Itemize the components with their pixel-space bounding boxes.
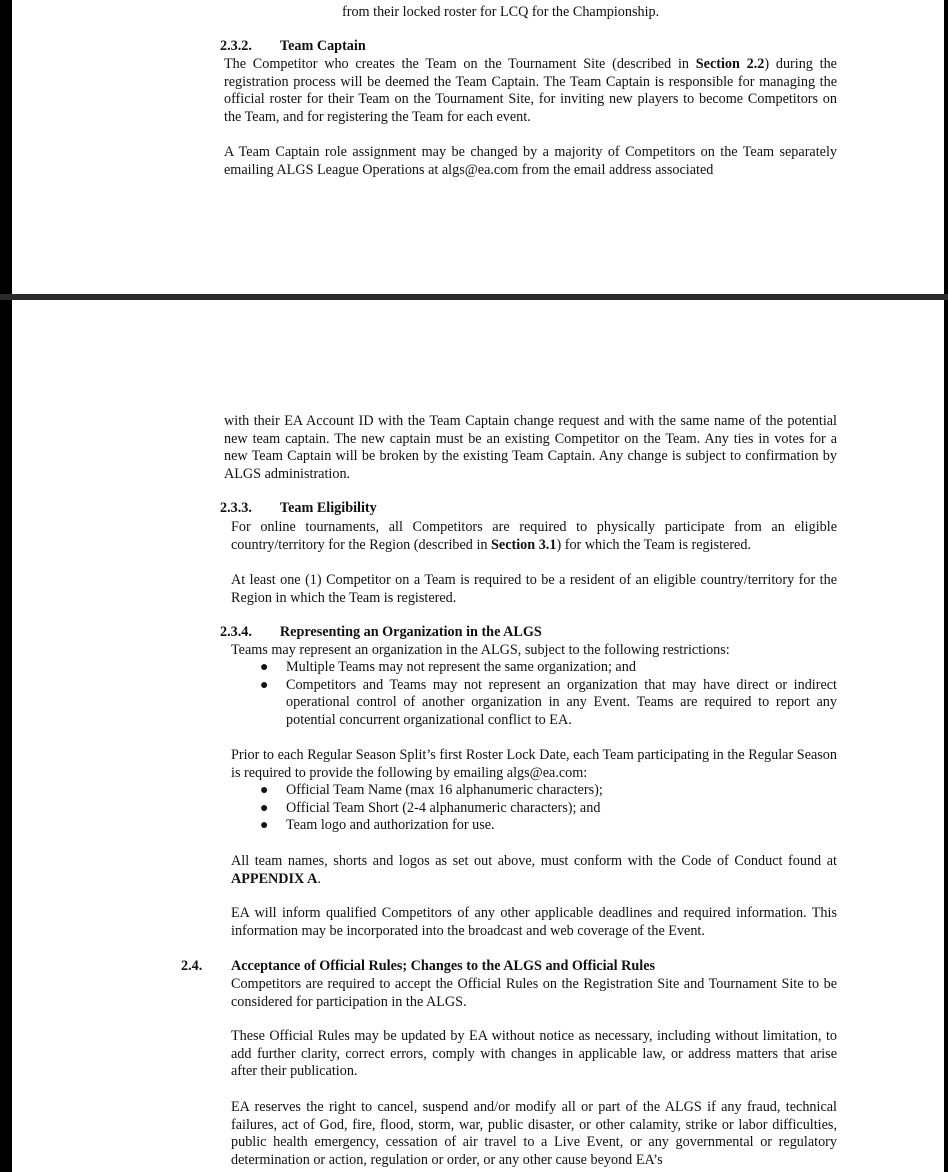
- section-2-3-2-heading: [220, 38, 366, 56]
- list-item: ● Official Team Short (2-4 alphanumeric characters); and: [260, 799, 601, 816]
- list-item: ● Multiple Teams may not represent the same organization; and: [260, 659, 636, 675]
- section-number: 2.3.2.: [220, 38, 252, 54]
- required-info-list: [231, 782, 837, 835]
- roster-lock-paragraph: Prior to each Regular Season Split’s first Roster Lock Date, each Team participating in the Regular Season is required to provide the following by emailing algs@ea.com:: [231, 747, 837, 781]
- section-reference: Section 3.1: [491, 536, 557, 553]
- section-2-4-number: 2.4.: [181, 958, 203, 974]
- deadlines-paragraph: EA will inform qualified Competitors of any other applicable deadlines and required information. This information may be incorporated into the broadcast and web coverage of the Event.: [231, 905, 837, 939]
- section-2-3-4-heading: 2.3.4. Representing an Organization in the ALGS: [220, 624, 542, 640]
- list-item: ● Official Team Name (max 16 alphanumeric characters);: [260, 782, 603, 798]
- carryover-line: from their locked roster for LCQ for the Championship.: [342, 4, 660, 20]
- list-item: ● Competitors and Teams may not represent an organization that may have direct or indirect operational control of another organization in any Event. Teams are required to report any potential concurrent organizational conflict to EA.: [260, 676, 837, 728]
- team-eligibility-paragraph-2: At least one (1) Competitor on a Team is required to be a resident of an eligible country/territory for the Region in which the Team is registered.: [231, 572, 837, 606]
- updates-paragraph: These Official Rules may be updated by EA without notice as necessary, including without limitation, to add further clarity, correct errors, comply with changes in applicable law, or address matters that arise after their publication.: [231, 1028, 837, 1080]
- team-captain-continuation: with their EA Account ID with the Team Captain change request and with the same name of the potential new team captain. The new captain must be an existing Competitor on the Team. Any ties in votes for a new Team Captain will be broken by the existing Team Captain. Any change is subject to confirmation by ALGS administration.: [224, 413, 837, 482]
- appendix-reference: APPENDIX A: [231, 870, 318, 887]
- reservation-paragraph: EA reserves the right to cancel, suspend and/or modify all or part of the ALGS if any fraud, technical failures, act of God, fire, flood, storm, war, public disaster, or other calamity, strike or labor difficulties, public health emergency, cessation of air travel to a Live Event, or any governmental or regulatory determination or action, regulation or order, or any other cause beyond EA’s: [231, 1099, 837, 1168]
- team-captain-paragraph-1: The Competitor who creates the Team on the Tournament Site (described in Section 2.2) during the registration process will be deemed the Team Captain. The Team Captain is responsible for managing the official roster for their Team on the Tournament Site, for inviting new players to become Competitors on the Team, and for registering the Team for each event.: [224, 56, 837, 125]
- document-page-2: [12, 300, 944, 1172]
- section-title: Team Captain: [279, 38, 366, 54]
- team-eligibility-paragraph-1: For online tournaments, all Competitors are required to physically participate from an eligible country/territory for the Region (described in Section 3.1) for which the Team is registered.: [231, 519, 837, 553]
- acceptance-paragraph: Competitors are required to accept the Official Rules on the Registration Site and Tournament Site to be considered for participation in the ALGS.: [231, 976, 837, 1010]
- section-2-4-heading: Acceptance of Official Rules; Changes to the ALGS and Official Rules: [231, 958, 656, 974]
- viewer-right-border: [944, 0, 948, 1172]
- restrictions-list: [231, 659, 837, 729]
- section-reference: Section 2.2: [695, 56, 765, 72]
- viewer-left-border: [0, 0, 12, 1172]
- code-of-conduct-paragraph: All team names, shorts and logos as set out above, must conform with the Code of Conduct found at APPENDIX A.: [231, 853, 837, 887]
- list-item: ● Team logo and authorization for use.: [260, 817, 495, 834]
- section-2-3-3-heading: 2.3.3. Team Eligibility: [220, 500, 377, 516]
- document-page-1: [12, 0, 944, 294]
- organization-intro: Teams may represent an organization in the ALGS, subject to the following restrictions:: [231, 642, 730, 658]
- team-captain-paragraph-2: A Team Captain role assignment may be changed by a majority of Competitors on the Team separately emailing ALGS League Operations at algs@ea.com from the email address associated: [224, 144, 837, 178]
